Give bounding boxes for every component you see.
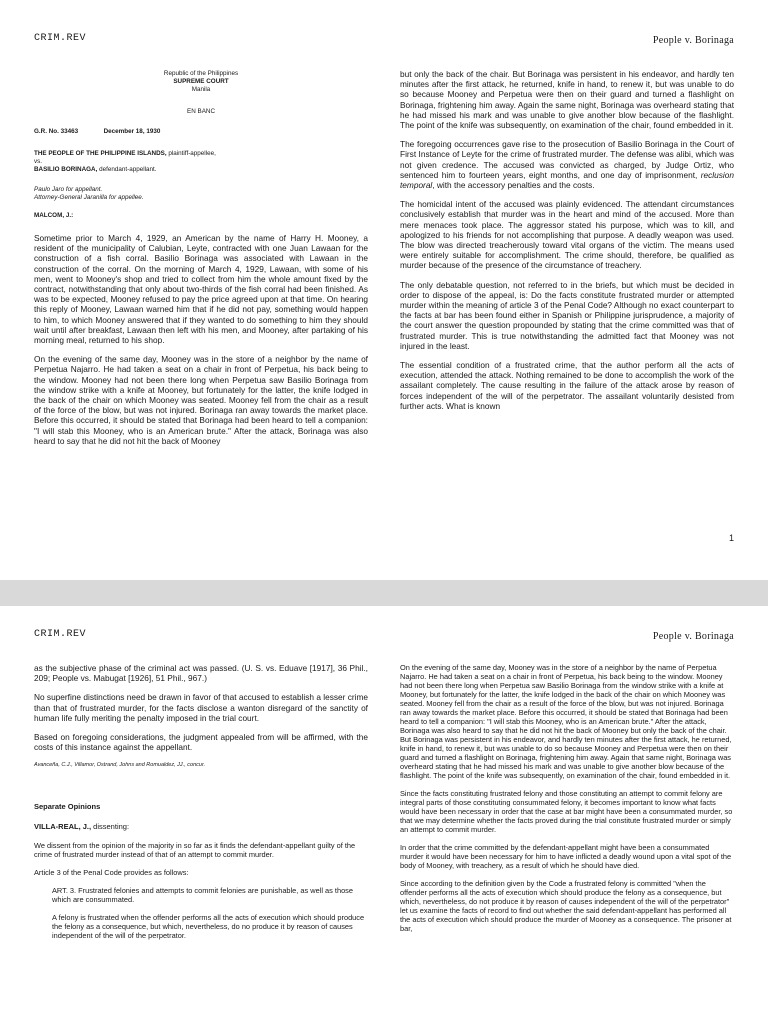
sentence-penalty-term: reclusion temporal xyxy=(400,169,734,191)
defendant-line xyxy=(34,166,368,174)
case-date: December 18, 1930 xyxy=(103,128,161,135)
separate-opinions-heading: Separate Opinions xyxy=(34,802,101,812)
body-paragraph: but only the back of the chair. But Borinaga was persistent in his endeavor, and hardly ten minutes after the first attack, he returned, knife in hand, to renew it, but was unable to do so because Mooney and Perpetua were then on their guard and turned a flashlight on Borinaga, frightening him away. Again the same night, Borinaga was overheard stating that he had missed his mark and was unable to give another blow because of the flashlight. The point of the knife was subsequently, on examination of the chair, found embedded in it. xyxy=(400,69,734,131)
body-paragraph: Based on foregoing considerations, the judgment appealed from will be affirmed, with the costs of this instance against the appellant. xyxy=(34,732,368,753)
body-paragraph: as the subjective phase of the criminal act was passed. (U. S. vs. Eduave [1917], 36 Phil., 209; People vs. Mabugat [1926], 51 Phil., 967.) xyxy=(34,663,368,684)
dissent-paragraph: In order that the crime committed by the defendant-appellant might have been a consummated murder it would have been necessary for him to have inflicted a deadly wound upon a vital spot of the body of Mooney, with treachery, as a result of which he should have died. xyxy=(400,843,732,870)
caption-city: Manila xyxy=(191,86,211,93)
quoted-article: ART. 3. Frustrated felonies and attempts to commit felonies are punishable, as well as those which are consummated. xyxy=(52,886,353,905)
dissent-paragraph: Since according to the definition given by the Code a frustrated felony is committed "when the offender performs all the acts of execution which should produce the felony as a consequence, but which, nevertheless, do not produce it by reason of causes independent of the will of the perpetrator" let us examine the facts of record to find out whether the said defendant-appellant has performed all the acts of execution which should produce the murder of Mooney as a consequence. The prisoner at bar, xyxy=(400,879,732,933)
dissent-heading xyxy=(34,823,368,831)
concurring-justices: Avanceña, C.J., Villamor, Ostrand, Johns and Romualdez, JJ., concur. xyxy=(34,762,206,769)
body-paragraph: On the evening of the same day, Mooney was in the store of a neighbor by the name of Perpetua Najarro. He had taken a seat on a chair in front of Perpetua, his back being to the window. Mooney had not been there long when Perpetua saw Basilio Borinaga from the window strike with a knife at Mooney, but fortunately for the latter, the knife lodged in the back of the chair on which Mooney was seated. Mooney fell from the chair as a result of the force of the blow, but was not injured. Borinaga ran away towards the market place. Before this occurred, it should be stated that Borinaga had been heard to tell a companion: "I will stab this Mooney, who is an American brute." After the attack, Borinaga was also heard to say that he did not hit the back of Mooney xyxy=(34,354,368,446)
ponente: MALCOM, J.: xyxy=(34,212,74,219)
plaintiff-name: THE PEOPLE OF THE PHILIPPINE ISLANDS, xyxy=(34,150,167,157)
page2-left-column xyxy=(34,663,368,949)
defendant-name: BASILIO BORINAGA, xyxy=(34,166,98,173)
plaintiff-role: plaintiff-appellee, xyxy=(166,150,216,157)
case-number-line xyxy=(34,128,368,136)
page1-left-column xyxy=(34,70,368,455)
defendant-role: defendant-appellant. xyxy=(97,166,157,173)
document-page-2 xyxy=(0,606,768,1024)
counsel-appellee: Attorney-General Jaranilla for appellee. xyxy=(34,194,144,201)
plaintiff-line xyxy=(34,150,368,158)
page-header-left: CRIM.REV xyxy=(34,33,87,44)
dissent-paragraph: On the evening of the same day, Mooney was in the store of a neighbor by the name of Perpetua Najarro. He had taken a seat on a chair in front of Perpetua, his back being to the window. Mooney had not been there long when Perpetua saw Basilio Borinaga from the window strike with a knife at Mooney, but fortunately for the latter, the knife lodged in the back of the chair on which Mooney was seated. Mooney fell from the chair as a result of the force of the blow, but was not injured. Borinaga ran away towards the market place. Before this occurred, it should be stated that Borinaga had been heard to tell a companion: "I will stab this Mooney, who is an American brute." After the attack, Borinaga was also heard to say that he did not hit the back of Mooney but only the back of the chair. But Borinaga was persistent in his endeavor, and hardly ten minutes after the first attack, he returned, knife in hand, to renew it, but was unable to do so because Mooney and Perpetua were then on their guard and turned a flashlight on Borinaga, frightening him away. Again that same night, Borinaga was overheard stating that he had missed his mark and was unable to give another blow because of the flashlight. The point of the knife was subsequently, on examination of the chair, found embedded in it. xyxy=(400,663,732,780)
case-number: G.R. No. 33463 xyxy=(34,128,79,135)
dissenting-justice: VILLA-REAL, J., xyxy=(34,822,92,832)
body-paragraph-sentence xyxy=(400,139,734,190)
caption-division: EN BANC xyxy=(187,108,215,115)
versus-label: vs. xyxy=(34,158,43,165)
body-paragraph: No superfine distinctions need be drawn in favor of that accused to establish a lesser crime than that of frustrated murder, for the facts disclose a wanton disregard of the sanctity of human life fully meriting the penalty imposed in the trial court. xyxy=(34,692,368,723)
dissent-paragraph: We dissent from the opinion of the majority in so far as it finds the defendant-appellant guilty of the crime of frustrated murder instead of that of an attempt to commit murder. xyxy=(34,841,356,860)
sentence-text-after: , with the accessory penalties and the costs. xyxy=(432,180,595,191)
body-paragraph: The homicidal intent of the accused was plainly evidenced. The attendant circumstances conclusively establish that murder was in the heart and mind of the accused. More than mere menaces took place. The aggressor stated his purpose, which was to kill, and apologized to his friends for not accomplishing that purpose. A deadly weapon was used. The blow was directed treacherously toward vital organs of the victim. The means used were entirely suitable for accomplishment. The crime should, therefore, be qualified as murder because of the presence of the circumstance of treachery. xyxy=(400,199,734,271)
sentence-text-before: The foregoing occurrences gave rise to the prosecution of Basilio Borinaga in the Court of First Instance of Leyte for the crime of frustrated murder. The defense was alibi, which was not given credence. The accused was convicted as charged, by Judge Ortiz, who sentenced him to fourteen years, eight months, and one day of imprisonment, xyxy=(400,139,734,180)
caption-republic: Republic of the Philippines xyxy=(163,70,239,77)
page-header-left: CRIM.REV xyxy=(34,629,87,640)
dissent-paragraph: Article 3 of the Penal Code provides as follows: xyxy=(34,868,189,878)
body-paragraph: Sometime prior to March 4, 1929, an American by the name of Harry H. Mooney, a resident of the municipality of Calubian, Leyte, contracted with one Juan Lawaan for the construction of a fish corral. Basilio Borinaga was associated with Lawaan in the construction of the corral. On the morning of March 4, 1929, Lawaan, with some of his men, went to Mooney's shop and tried to collect from him the whole amount fixed by the contract, notwithstanding that only about two-thirds of the fish corral had been finished. As was to be expected, Mooney refused to pay the price agreed upon at that time. On hearing this reply of Mooney, Lawaan warned him that if he did not pay, something would happen to him, to which Mooney answered that if they wanted to do something to him they should wait until after breakfast, Lawaan then left with his men, and Mooney, after partaking of his morning meal, returned to his shop. xyxy=(34,233,368,346)
body-paragraph: The only debatable question, not referred to in the briefs, but which must be decided in order to dispose of the appeal, is: Do the facts constitute frustrated murder or attempted murder within the meaning of article 3 of the Penal Code? Although no exact counterpart to the facts at bar has been found either in Spanish or Philippine jurisprudence, a majority of the court answer the question propounded by stating that the crime committed was that of frustrated murder. This is true notwithstanding the admitted fact that Mooney was not injured in the least. xyxy=(400,279,734,351)
dissent-paragraph: Since the facts constituting frustrated felony and those constituting an attempt to commit felony are integral parts of those constituting consummated felony, it becomes important to know what facts would have been necessary in order that the case at bar might have been a consummated murder, so that we may determine whether the facts proved during the trial constitute frustrated murder or simply an attempt to commit murder. xyxy=(400,789,733,834)
body-paragraph: The essential condition of a frustrated crime, that the author perform all the acts of execution, attended the attack. Nothing remained to be done to accomplish the work of the assailant completely. The cause resulting in the failure of the attack arose by reason of forces independent of the will of the perpetrator. The assailant voluntarily desisted from further acts. What is known xyxy=(400,360,734,411)
page-header-right: People v. Borinaga xyxy=(652,631,734,642)
dissent-role: dissenting: xyxy=(91,822,130,832)
page1-right-column xyxy=(400,69,734,420)
caption-court: SUPREME COURT xyxy=(173,78,229,85)
quoted-article: A felony is frustrated when the offender performs all the acts of execution which should produce the felony as a consequence, but which, nevertheless, do no produce it by reason of causes independent of the will of the perpetrator. xyxy=(52,913,365,941)
page-header-right: People v. Borinaga xyxy=(652,35,734,46)
page2-right-column xyxy=(400,663,734,942)
page-number: 1 xyxy=(728,533,734,543)
counsel-appellant: Paulo Jaro for appellant. xyxy=(34,186,103,193)
